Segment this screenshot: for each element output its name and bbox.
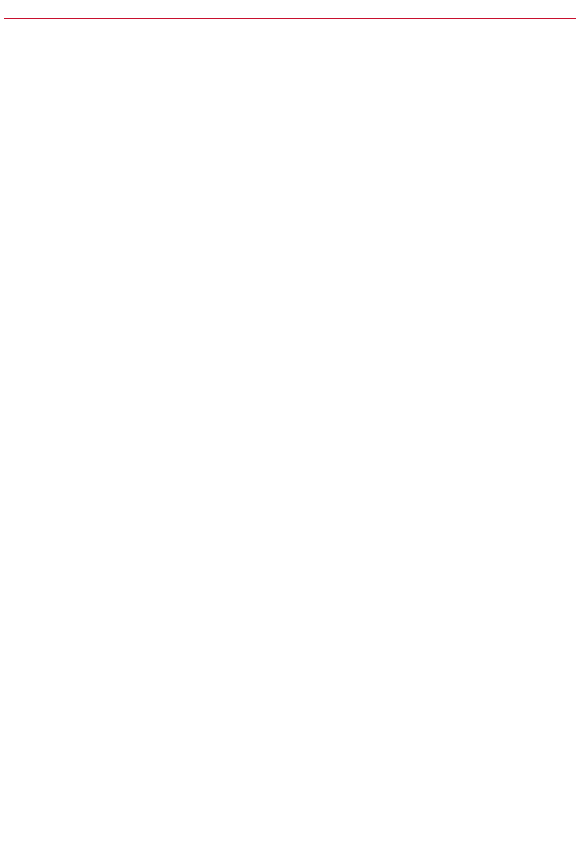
page-header [4, 3, 576, 19]
